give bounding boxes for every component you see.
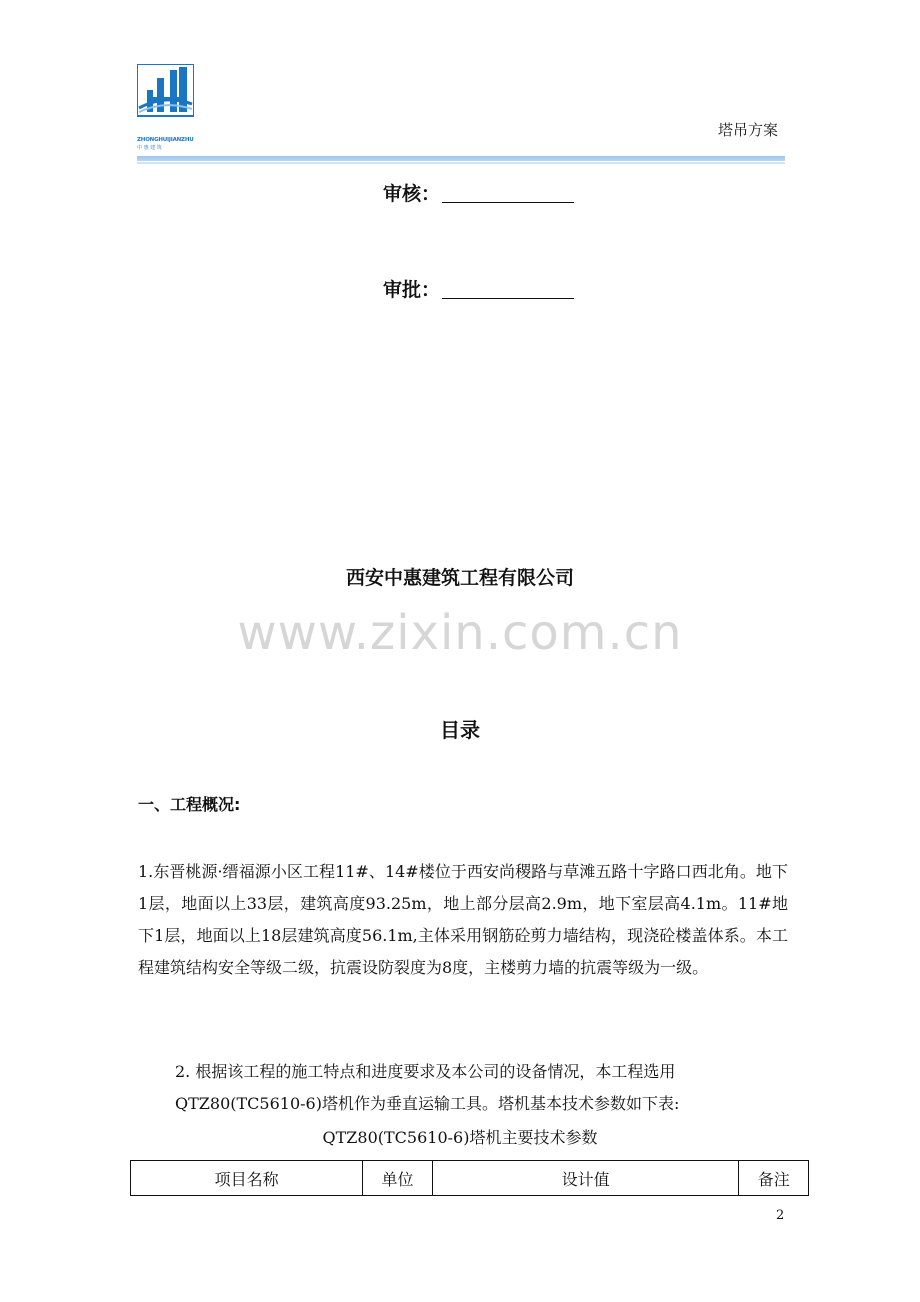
review-signature bbox=[383, 179, 574, 206]
header-design-value: 设计值 bbox=[432, 1161, 739, 1196]
table-header-row bbox=[131, 1161, 809, 1196]
toc-title: 目录 bbox=[440, 718, 480, 742]
crane-parameters-table bbox=[130, 1160, 809, 1196]
paragraph-project-overview: 1.东晋桃源·缙福源小区工程11#、14#楼位于西安尚稷路与草滩五路十字路口西北角。地下1层，地面以上33层，建筑高度93.25m，地上部分层高2.9m，地下室层高4.1m。11#地下1层，地面以上18层建筑高度56.1m,主体采用钢筋砼剪力墙结构，现浇砼楼盖体系。本工程建筑结构安全等级二级，抗震设防裂度为8度，主楼剪力墙的抗震等级为一级。 bbox=[138, 862, 788, 977]
review-label: 审核： bbox=[383, 183, 441, 205]
review-signature-line bbox=[442, 182, 574, 203]
header-remarks: 备注 bbox=[739, 1161, 809, 1196]
logo-text: ZHONGHUIJIANZHU bbox=[137, 137, 194, 143]
building-logo-icon bbox=[137, 64, 194, 134]
watermark: www.zixin.com.cn bbox=[237, 605, 683, 661]
header-item-name: 项目名称 bbox=[131, 1161, 363, 1196]
header-unit: 单位 bbox=[363, 1161, 433, 1196]
paragraph-crane-selection bbox=[138, 1056, 788, 1120]
document-header-title: 塔吊方案 bbox=[717, 121, 778, 139]
table-caption: QTZ80(TC5610-6)塔机主要技术参数 bbox=[322, 1128, 598, 1147]
header-divider bbox=[137, 156, 785, 161]
logo-subtext: 中 惠 建 筑 bbox=[137, 145, 162, 151]
paragraph-crane-selection-text: 2. 根据该工程的施工特点和进度要求及本公司的设备情况，本工程选用QTZ80(TC5610-6)塔机作为垂直运输工具。塔机基本技术参数如下表: bbox=[175, 1062, 680, 1113]
page-number: 2 bbox=[776, 1208, 785, 1223]
company-name: 西安中惠建筑工程有限公司 bbox=[345, 567, 574, 589]
company-logo bbox=[137, 64, 194, 151]
header-divider-secondary bbox=[137, 162, 785, 164]
approve-signature bbox=[383, 275, 574, 302]
section-heading: 一、工程概况: bbox=[138, 795, 241, 814]
approve-label: 审批： bbox=[383, 279, 441, 301]
approve-signature-line bbox=[442, 278, 574, 299]
